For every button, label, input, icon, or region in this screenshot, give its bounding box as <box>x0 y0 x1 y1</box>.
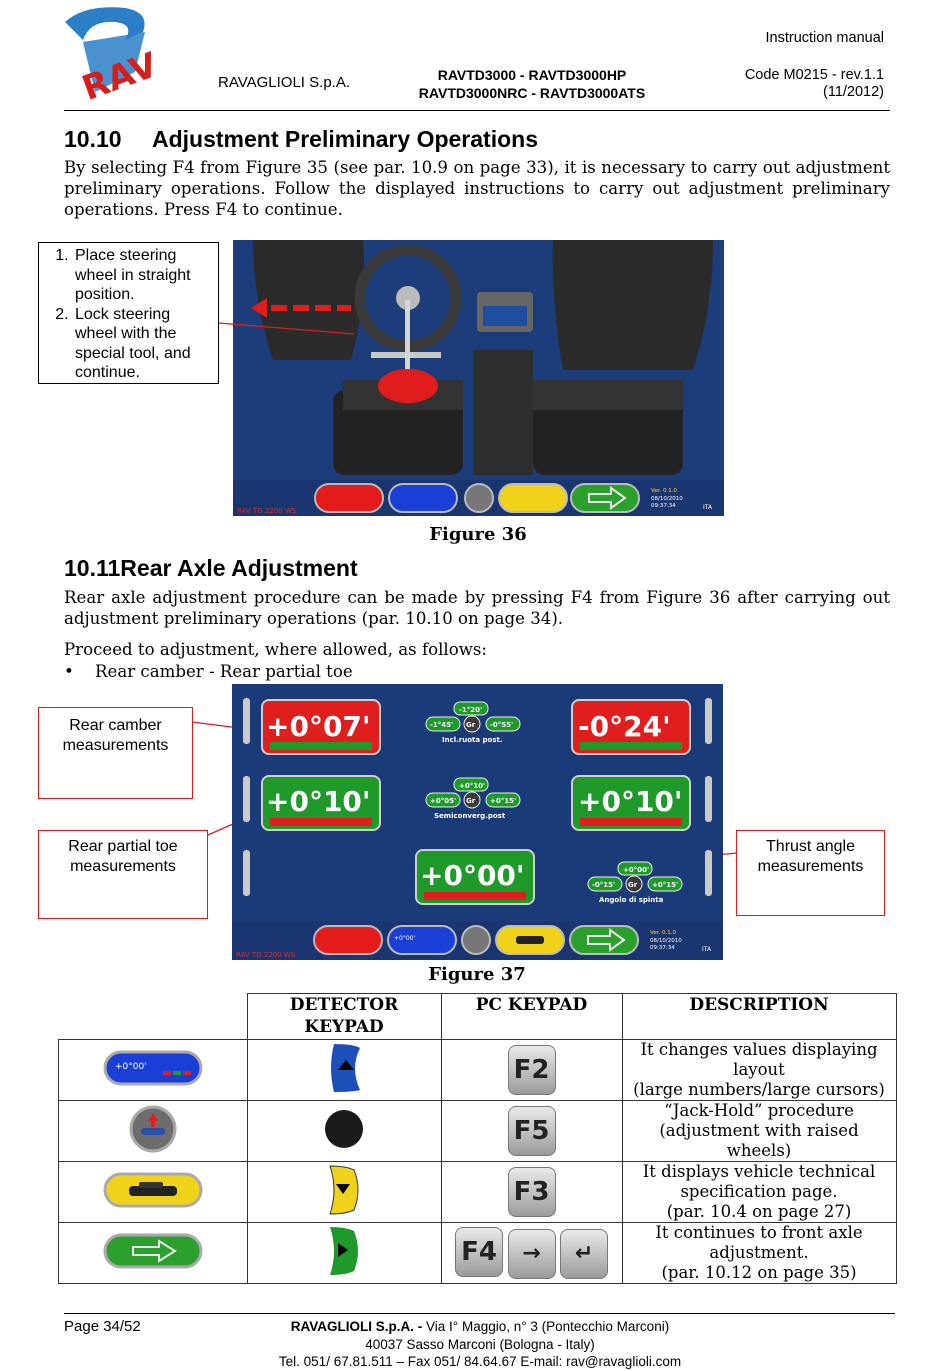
detector-key-down <box>247 1162 441 1223</box>
table-row <box>59 1040 897 1101</box>
detector-key-up <box>247 1040 441 1101</box>
screen-version: Ver. 0.1.0 <box>651 488 677 494</box>
description-row-2: “Jack-Hold” procedure (adjustment with raised wheels) <box>622 1101 896 1162</box>
arrow-right-key-icon: → <box>508 1229 556 1279</box>
svg-text:Gr: Gr <box>628 881 638 889</box>
header-models: RAVTD3000 - RAVTD3000HP RAVTD3000NRC - RAVTD3000ATS <box>418 67 646 101</box>
footer-address: RAVAGLIOLI S.p.A. - Via I° Maggio, n° 3 (Pontecchio Marconi) 40037 Sasso Marconi (Bologna - Italy) Tel. 051/ 67.81.511 – Fax 051/ 84.64.67 E-mail: rav@ravaglioli.com <box>278 1319 682 1369</box>
header-company: RAVAGLIOLI S.p.A. <box>218 74 350 91</box>
ref-incl-left: -1°45' <box>430 721 454 729</box>
callout-thrust-angle: Thrust angle measurements <box>736 830 885 916</box>
value-thrust: +0°00' <box>420 859 525 892</box>
screen-button-vehicle-spec <box>59 1162 248 1223</box>
section-heading-1010: 10.10 Adjustment Preliminary Operations <box>64 126 538 152</box>
table-row <box>59 1101 897 1162</box>
ref-gr: Gr <box>466 721 476 729</box>
svg-text:ITA: ITA <box>702 946 712 953</box>
svg-text:09:37:34: 09:37:34 <box>650 945 675 951</box>
figure-37-caption: Figure 37 <box>428 964 526 985</box>
section-1011-proceed: Proceed to adjustment, where allowed, as follows: <box>64 640 488 659</box>
figure-36-caption: Figure 36 <box>429 524 527 545</box>
pc-key-f4: F4 <box>455 1227 503 1277</box>
value-right-toe: +0°10' <box>578 785 683 818</box>
ref-incl-right: -0°55' <box>490 721 514 729</box>
instruction-item: 1. Place steering wheel in straight position. <box>73 246 214 305</box>
ref-semi-label: Semiconverg.post <box>434 812 506 820</box>
table-row <box>59 1223 897 1284</box>
logo-text: RAV <box>77 45 163 104</box>
header-detector-keypad: DETECTOR KEYPAD <box>247 994 441 1040</box>
pc-key-f3: F3 <box>441 1162 622 1223</box>
detector-key-center <box>247 1101 441 1162</box>
footer-page-number: Page 34/52 <box>64 1318 141 1335</box>
keys-table <box>58 993 897 1284</box>
ref-semi-top: +0°10' <box>459 782 486 790</box>
table-row <box>59 1162 897 1223</box>
header-pc-keypad: PC KEYPAD <box>441 994 622 1040</box>
svg-text:RAV TD 2200 WS: RAV TD 2200 WS <box>236 951 296 959</box>
description-row-3: It displays vehicle technical specification page. (par. 10.4 on page 27) <box>622 1162 896 1223</box>
callout-rear-partial-toe: Rear partial toe measurements <box>38 830 208 919</box>
screen-button-jack-hold <box>59 1101 248 1162</box>
svg-text:+0°00': +0°00' <box>114 1061 147 1072</box>
ref-thrust-left: -0°15' <box>592 881 616 889</box>
header-doc-info: Instruction manual Code M0215 - rev.1.1 (11/2012) <box>744 30 884 100</box>
description-row-1: It changes values displaying layout (large numbers/large cursors) <box>622 1040 896 1101</box>
footer-divider <box>64 1313 895 1314</box>
value-left-toe: +0°10' <box>266 785 371 818</box>
screen-brand: RAV TD 2200 WS <box>237 507 297 515</box>
pc-key-f5: F5 <box>441 1101 622 1162</box>
button-layout-value: +0°00' <box>394 935 416 942</box>
screen-button-continue <box>59 1223 248 1284</box>
section-1010-body: By selecting F4 from Figure 35 (see par. 10.9 on page 33), it is necessary to carry out adjustment preliminary operations. Follow the displayed instructions to carry out adjustment preliminary operations. Press F4 to continue. <box>64 158 890 219</box>
bullet-rear-camber-toe: • Rear camber - Rear partial toe <box>64 662 353 681</box>
header-description: DESCRIPTION <box>622 994 896 1040</box>
svg-text:08/10/2010: 08/10/2010 <box>650 938 682 944</box>
figure-37-screen <box>232 684 723 960</box>
ref-thrust-right: +0°15' <box>652 881 679 889</box>
callout-rear-camber: Rear camber measurements <box>38 707 193 799</box>
ref-incl-top: -1°20' <box>459 706 483 714</box>
section-1011-body: Rear axle adjustment procedure can be made by pressing F4 from Figure 36 after carrying out adjustment preliminary operations (par. 10.10 on page 34). <box>64 588 890 628</box>
description-row-4: It continues to front axle adjustment. (par. 10.12 on page 35) <box>622 1223 896 1284</box>
ref-semi-left: +0°05' <box>430 797 457 805</box>
pc-keys-continue <box>441 1223 622 1284</box>
pc-key-f2: F2 <box>441 1040 622 1101</box>
value-right-camber: -0°24' <box>578 710 671 743</box>
screen-lang: ITA <box>703 504 713 511</box>
ref-thrust-top: +0°00' <box>623 866 650 874</box>
value-left-camber: +0°07' <box>266 710 371 743</box>
instruction-item: 2. Lock steering wheel with the special tool, and continue. <box>73 305 214 383</box>
detector-key-right <box>247 1223 441 1284</box>
svg-text:Ver. 0.1.0: Ver. 0.1.0 <box>650 930 676 936</box>
screen-time: 09:37:34 <box>651 503 676 509</box>
ref-thrust-label: Angolo di spinta <box>599 896 664 904</box>
screen-date: 08/10/2010 <box>651 496 683 502</box>
ref-semi-right: +0°15' <box>490 797 517 805</box>
section-heading-1011: 10.11Rear Axle Adjustment <box>64 555 358 581</box>
ref-incl-label: Incl.ruota post. <box>442 736 503 744</box>
enter-key-icon: ↵ <box>560 1229 608 1279</box>
screen-button-layout <box>59 1040 248 1101</box>
svg-text:Gr: Gr <box>466 797 476 805</box>
